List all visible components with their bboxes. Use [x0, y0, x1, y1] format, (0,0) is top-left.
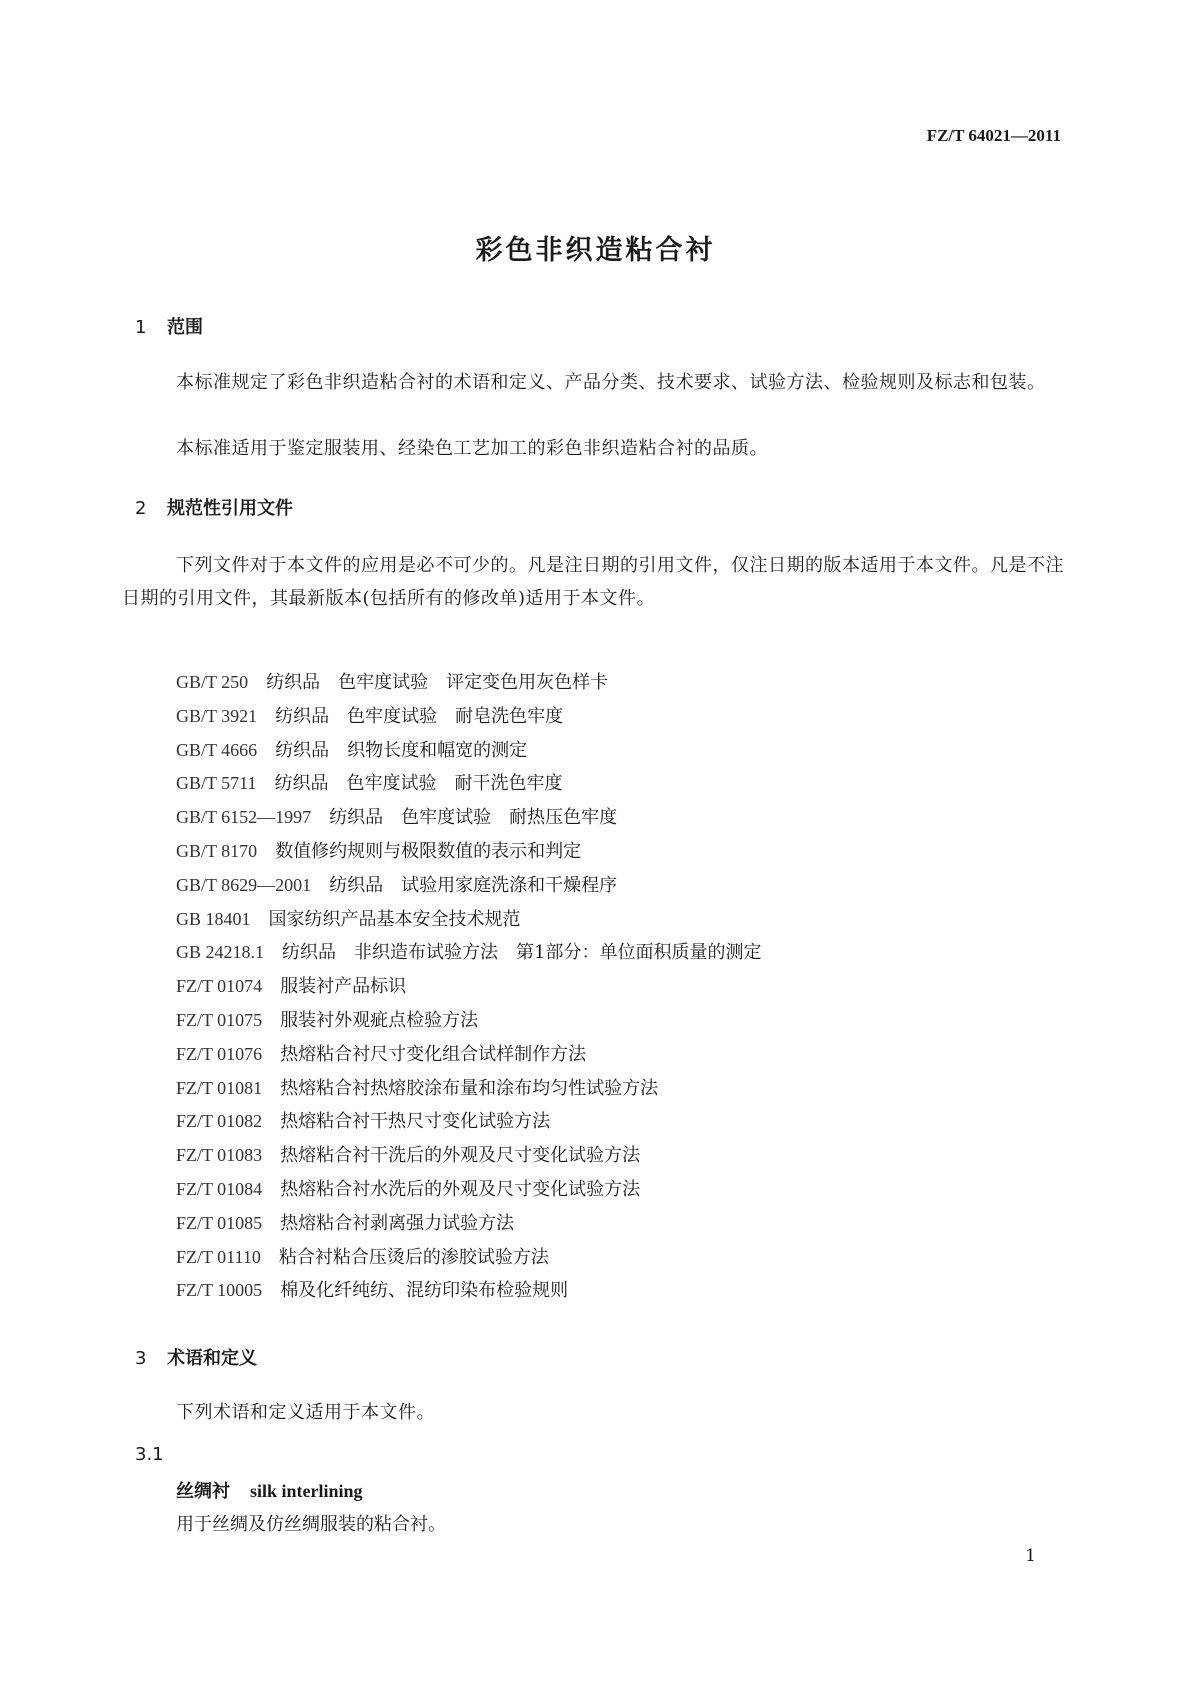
document-title: 彩色非织造粘合衬 — [475, 235, 716, 266]
reference-code: FZ/T 10005 — [176, 1280, 263, 1301]
reference-title: 热熔粘合衬尺寸变化组合试样制作方法 — [280, 1043, 587, 1065]
reference-title: 热熔粘合衬热熔胶涂布量和涂布均匀性试验方法 — [280, 1077, 659, 1099]
reference-code: FZ/T 01083 — [176, 1145, 263, 1166]
section-title: 范围 — [167, 317, 203, 338]
reference-item — [176, 1139, 761, 1173]
terms-intro-paragraph: 下列术语和定义适用于本文件。 — [176, 1402, 435, 1423]
references-intro-paragraph: 下列文件对于本文件的应用是必不可少的。凡是注日期的引用文件，仅注日期的版本适用于本文件。凡是不注日期的引用文件，其最新版本(包括所有的修改单)适用于本文件。 — [122, 555, 1064, 609]
reference-item — [176, 869, 761, 903]
reference-title: 数值修约规则与极限数值的表示和判定 — [275, 840, 582, 862]
scope-paragraph-2: 本标准适用于鉴定服装用、经染色工艺加工的彩色非织造粘合衬的品质。 — [176, 438, 768, 459]
reference-item — [176, 1004, 761, 1038]
reference-item — [176, 1038, 761, 1072]
reference-item — [176, 801, 761, 835]
reference-code: GB/T 250 — [176, 672, 249, 692]
reference-code: GB 24218.1 — [176, 942, 265, 963]
reference-title: 热熔粘合衬水洗后的外观及尺寸变化试验方法 — [280, 1178, 641, 1200]
reference-code: FZ/T 01085 — [176, 1212, 263, 1233]
reference-item — [176, 1173, 761, 1207]
term-definition: 用于丝绸及仿丝绸服装的粘合衬。 — [176, 1514, 446, 1535]
reference-code: GB/T 4666 — [176, 739, 258, 760]
reference-code: GB/T 3921 — [176, 705, 258, 726]
reference-title: 服装衬产品标识 — [280, 976, 407, 998]
reference-item — [176, 835, 761, 869]
reference-title: 粘合衬粘合压烫后的渗胶试验方法 — [278, 1246, 549, 1268]
clause-number: 3.1 — [135, 1444, 164, 1465]
page-number: 1 — [1025, 1546, 1036, 1566]
reference-title: 纺织品 试验用家庭洗涤和干燥程序 — [329, 874, 618, 896]
reference-code: GB 18401 — [176, 908, 251, 929]
section-number: 1 — [135, 317, 147, 338]
reference-title: 棉及化纤纯纺、混纺印染布检验规则 — [280, 1280, 569, 1302]
reference-item — [176, 1274, 761, 1308]
term-chinese: 丝绸衬 — [176, 1481, 230, 1502]
reference-title: 纺织品 色牢度试验 耐皂洗色牢度 — [275, 705, 564, 727]
reference-code: FZ/T 01082 — [176, 1111, 263, 1132]
reference-title: 纺织品 非织造布试验方法 第1部分：单位面积质量的测定 — [282, 942, 762, 964]
standard-code: FZ/T 64021—2011 — [926, 126, 1061, 145]
section-number: 3 — [135, 1348, 147, 1369]
reference-title: 热熔粘合衬干洗后的外观及尺寸变化试验方法 — [280, 1145, 641, 1167]
reference-code: FZ/T 01081 — [176, 1077, 263, 1098]
reference-code: FZ/T 01074 — [176, 976, 263, 997]
reference-title: 纺织品 织物长度和幅宽的测定 — [275, 739, 528, 761]
scope-paragraph-1: 本标准规定了彩色非织造粘合衬的术语和定义、产品分类、技术要求、试验方法、检验规则及标志和包装。 — [176, 372, 1046, 393]
reference-title: 纺织品 色牢度试验 评定变色用灰色样卡 — [266, 672, 609, 693]
reference-item — [176, 903, 761, 937]
section-number: 2 — [135, 498, 147, 519]
reference-list — [176, 666, 761, 1308]
reference-title: 纺织品 色牢度试验 耐热压色牢度 — [329, 807, 618, 829]
reference-item — [176, 700, 761, 734]
reference-title: 热熔粘合衬剥离强力试验方法 — [280, 1212, 515, 1234]
reference-item — [176, 936, 761, 970]
reference-title: 热熔粘合衬干热尺寸变化试验方法 — [280, 1111, 551, 1133]
section-heading-terms-definitions — [135, 1344, 257, 1370]
reference-code: FZ/T 01075 — [176, 1009, 263, 1030]
reference-item — [176, 1105, 761, 1139]
reference-title: 纺织品 色牢度试验 耐干洗色牢度 — [274, 773, 563, 795]
section-title: 规范性引用文件 — [167, 498, 293, 519]
reference-code: FZ/T 01110 — [176, 1246, 261, 1267]
section-heading-normative-references — [135, 494, 293, 520]
reference-code: FZ/T 01084 — [176, 1178, 263, 1199]
reference-item — [176, 1207, 761, 1241]
section-title: 术语和定义 — [167, 1348, 257, 1369]
reference-title: 国家纺织产品基本安全技术规范 — [268, 908, 521, 930]
reference-item — [176, 767, 761, 801]
reference-item — [176, 666, 761, 700]
section-heading-scope — [135, 313, 203, 339]
reference-item — [176, 734, 761, 768]
reference-code: GB/T 6152—1997 — [176, 807, 312, 828]
reference-item — [176, 970, 761, 1004]
reference-title: 服装衬外观疵点检验方法 — [280, 1009, 479, 1031]
reference-item — [176, 1241, 761, 1275]
reference-item — [176, 1072, 761, 1106]
reference-code: GB/T 5711 — [176, 773, 257, 794]
term-entry — [176, 1477, 363, 1503]
reference-code: FZ/T 01076 — [176, 1043, 263, 1064]
reference-code: GB/T 8629—2001 — [176, 874, 312, 895]
term-english: silk interlining — [250, 1481, 363, 1501]
reference-code: GB/T 8170 — [176, 840, 258, 861]
